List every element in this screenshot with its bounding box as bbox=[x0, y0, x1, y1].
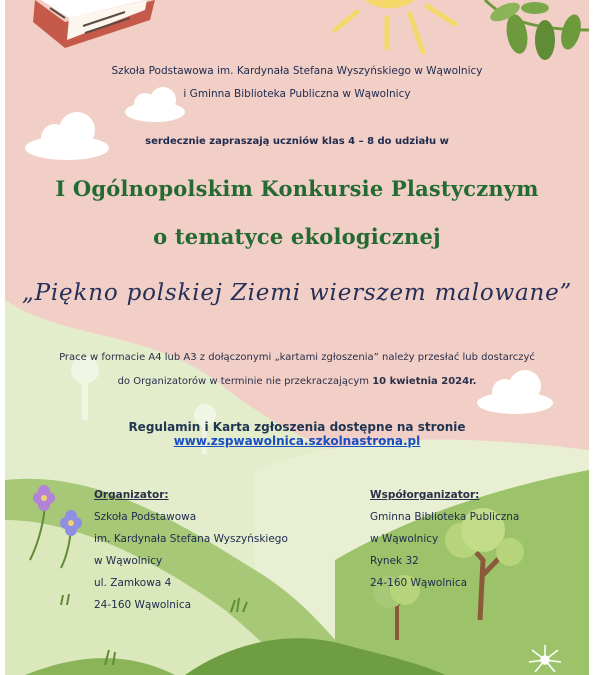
invitation-text: serdecznie zapraszają uczniów klas 4 – 8 do udziału w bbox=[145, 136, 449, 147]
organizer-line: Szkoła Podstawowa bbox=[94, 511, 197, 523]
leaf-branch-icon bbox=[485, 0, 589, 60]
coorganizer-header: Współorganizator: bbox=[370, 489, 480, 501]
sun-icon bbox=[335, 0, 455, 52]
poster bbox=[5, 0, 589, 675]
submission-deadline: 10 kwietnia 2024r. bbox=[372, 376, 477, 387]
coorganizer-block bbox=[370, 484, 519, 594]
organizer-line: w Wąwolnicy bbox=[94, 555, 163, 567]
organizer-line: im. Kardynała Stefana Wyszyńskiego bbox=[94, 533, 288, 545]
submission-line-2-text: do Organizatorów w terminie nie przekraczającym bbox=[117, 376, 373, 387]
contest-motto: „Piękno polskiej Ziemi wierszem malowane” bbox=[21, 280, 573, 306]
open-book-icon bbox=[33, 0, 155, 48]
coorganizer-line: Rynek 32 bbox=[370, 555, 419, 567]
organizer-block bbox=[94, 484, 288, 616]
header-line-2: i Gminna Biblioteka Publiczna w Wąwolnicy bbox=[183, 88, 411, 100]
header-line-1: Szkoła Podstawowa im. Kardynała Stefana Wyszyńskiego w Wąwolnicy bbox=[111, 65, 483, 77]
rules-website-link[interactable]: www.zspwawolnica.szkolnastrona.pl bbox=[173, 434, 421, 448]
rules-line bbox=[5, 420, 589, 448]
coorganizer-line: w Wąwolnicy bbox=[370, 533, 439, 545]
coorganizer-line: 24-160 Wąwolnica bbox=[370, 577, 468, 589]
organizer-header: Organizator: bbox=[94, 489, 169, 501]
organizer-line: ul. Zamkowa 4 bbox=[94, 577, 172, 589]
organizer-line: 24-160 Wąwolnica bbox=[94, 599, 192, 611]
coorganizer-line: Gminna Biblioteka Publiczna bbox=[370, 511, 520, 523]
submission-line-1: Prace w formacie A4 lub A3 z dołączonymi „kartami zgłoszenia” należy przesłać lub dostarczyć bbox=[59, 352, 535, 363]
contest-title-line-2: o tematyce ekologicznej bbox=[153, 224, 441, 249]
contest-title-line-1: I Ogólnopolskim Konkursie Plastycznym bbox=[55, 176, 539, 201]
submission-line-2 bbox=[5, 376, 589, 387]
rules-text: Regulamin i Karta zgłoszenia dostępne na stronie bbox=[128, 420, 466, 434]
